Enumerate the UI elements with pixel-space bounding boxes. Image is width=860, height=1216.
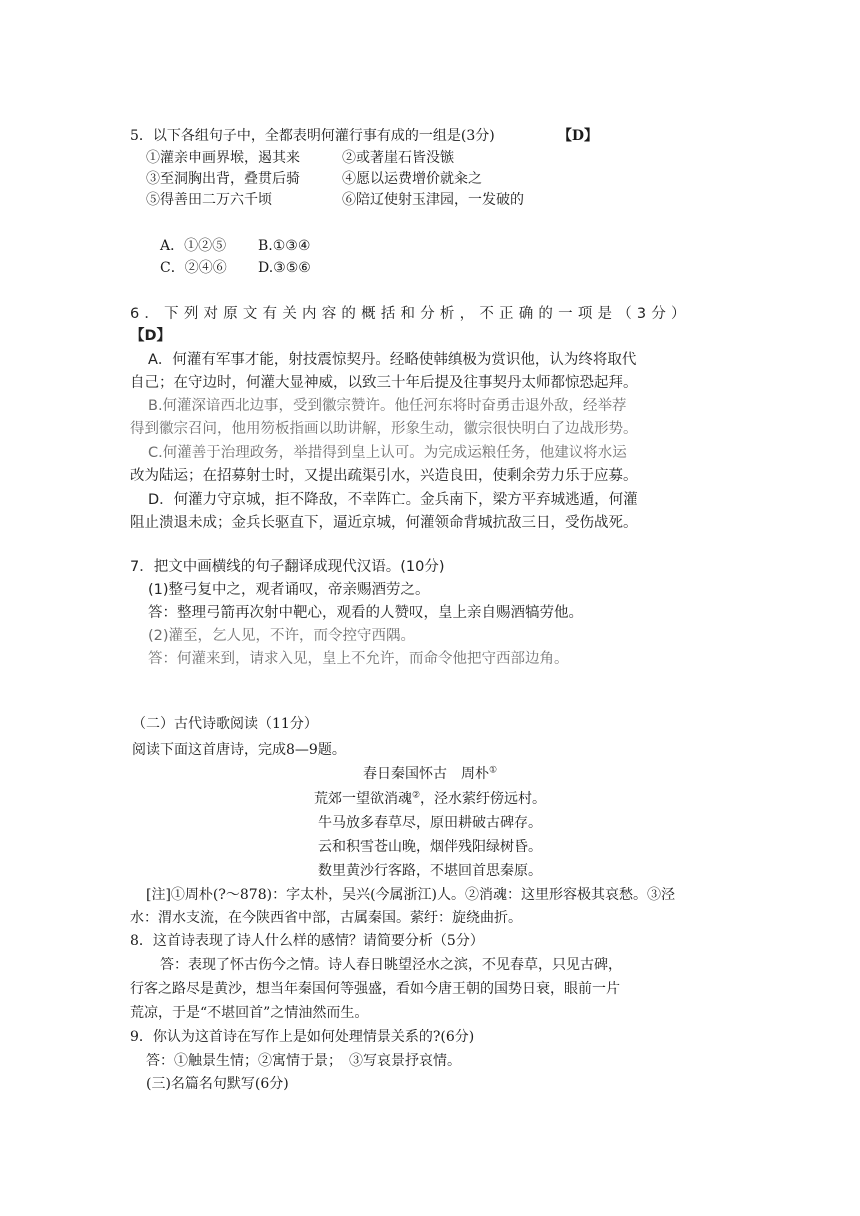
q5-option-row [146,148,454,168]
q8-answer-line: 答：表现了怀古伤今之情。诗人春日眺望泾水之滨，不见春草，只见古碑， [160,957,622,973]
poem-note: [注]①周朴(?～878)：字太朴，吴兴(今属浙江)人。②消魂：这里形容极其哀愁。③泾 [146,887,675,903]
q8-stem: 8．这首诗表现了诗人什么样的感情？请简要分析（5分） [130,933,484,949]
q5-option: ⑥陪辽使射玉津园，一发破的 [342,192,524,208]
q9-answer: 答：①触景生情；②寓情于景； ③写哀景抒哀情。 [146,1053,461,1069]
q6-text-line: 改为陆运；在招募射士时，又提出疏渠引水，兴造良田，使剩余劳力乐于应募。 [130,468,638,484]
q7-line: (2)灌至，乞人见，不许，而令控守西隅。 [148,628,416,644]
q5-choice: D.③⑤⑥ [258,260,311,276]
q7-stem: 7．把文中画横线的句子翻译成现代汉语。(10分) [130,559,445,575]
q5-option: ②或著崖石皆没镞 [342,150,454,166]
q5-option: ⑤得善田二万六千顷 [146,192,272,208]
q5-choice: A．①②⑤ [160,238,227,254]
poetry-intro: 阅读下面这首唐诗，完成8—9题。 [132,742,346,758]
q8-answer-line: 行客之路尽是黄沙，想当年秦国何等强盛，看如今唐王朝的国势日衰，眼前一片 [130,981,620,997]
q5-question [130,126,730,146]
poem-title-note: ① [488,765,498,776]
q5-choice-row [160,236,311,256]
q8-answer-line: 荒凉，于是“不堪回首”之情油然而生。 [130,1005,369,1021]
poem-note: 水：渭水支流，在今陕西省中部，古属秦国。萦纡：旋绕曲折。 [130,910,522,926]
q7-line: 答：何灌来到，请求入见，皇上不允许，而命令他把守西部边角。 [148,651,569,667]
q6-text-line: C.何灌善于治理政务，举措得到皇上认可。为完成运粮任务，他建议将水运 [148,445,627,461]
q5-choice: C．②④⑥ [160,260,227,276]
q5-stem: 5．以下各组句子中，全都表明何灌行事有成的一组是(3分) [130,128,495,144]
poem-line: 牛马放多春草尽，原田耕破古碑存。 [318,815,542,831]
q6-text-line: 阻止溃退未成；金兵长驱直下，逼近京城，何灌领命背城抗敌三日，受伤战死。 [130,515,638,531]
q6-text-line: 自己；在守边时，何灌大显神威，以致三十年后提及往事契丹太师都惊恐起拜。 [130,375,638,391]
section-title-poetry: （二）古代诗歌阅读（11分） [132,716,318,732]
q5-option: ①灌亲申画界堠，遏其来 [146,150,300,166]
poem-line-text: ，泾水萦纡傍远村。 [420,791,547,807]
q6-stem: 6．下列对原文有关内容的概括和分析，不正确的一项是（3分） [130,306,691,322]
q9-stem: 9．你认为这首诗在写作上是如何处理情景关系的?(6分) [130,1029,475,1045]
poem-line-text: 荒郊一望欲消魂 [313,791,412,807]
poem-title [0,764,860,784]
q5-option: ③至洞胸出背，叠贯后骑 [146,171,300,187]
poem-title-text: 春日秦国怀古 周朴 [362,766,489,782]
q5-answer: 【D】 [557,128,598,144]
q5-choice: B.①③④ [258,238,311,254]
q7-line: 答：整理弓箭再次射中靶心，观看的人赞叹，皇上亲自赐酒犒劳他。 [148,605,583,621]
q6-text-line: B.何灌深谙西北边事，受到徽宗赞许。他任河东将时奋勇击退外敌，经举荐 [148,398,627,414]
q5-option: ④愿以运费增价就籴之 [342,171,482,187]
q6-text-line: D．何灌力守京城，拒不降敌，不幸阵亡。金兵南下，梁方平弃城逃遁，何灌 [148,492,638,508]
q7-line: (1)整弓复中之，观者诵叹，帝亲赐酒劳之。 [148,582,430,598]
section-title-recitation: (三)名篇名句默写(6分) [146,1076,289,1092]
poem-line: 云和积雪苍山晚，烟伴残阳绿树昏。 [318,839,542,855]
q5-option-row [146,190,524,210]
q6-text-line: A．何灌有军事才能，射技震惊契丹。经略使韩缜极为赏识他，认为终将取代 [148,352,637,368]
q5-choice-row [160,258,311,278]
q6-answer: 【D】 [130,328,172,344]
poem-line [0,789,860,809]
q6-text-line: 得到徽宗召问，他用笏板指画以助讲解，形象生动，徽宗很快明白了边战形势。 [130,421,638,437]
poem-line: 数里黄沙行客路，不堪回首思秦原。 [318,863,542,879]
q5-option-row [146,169,482,189]
poem-line-note: ② [411,790,421,801]
